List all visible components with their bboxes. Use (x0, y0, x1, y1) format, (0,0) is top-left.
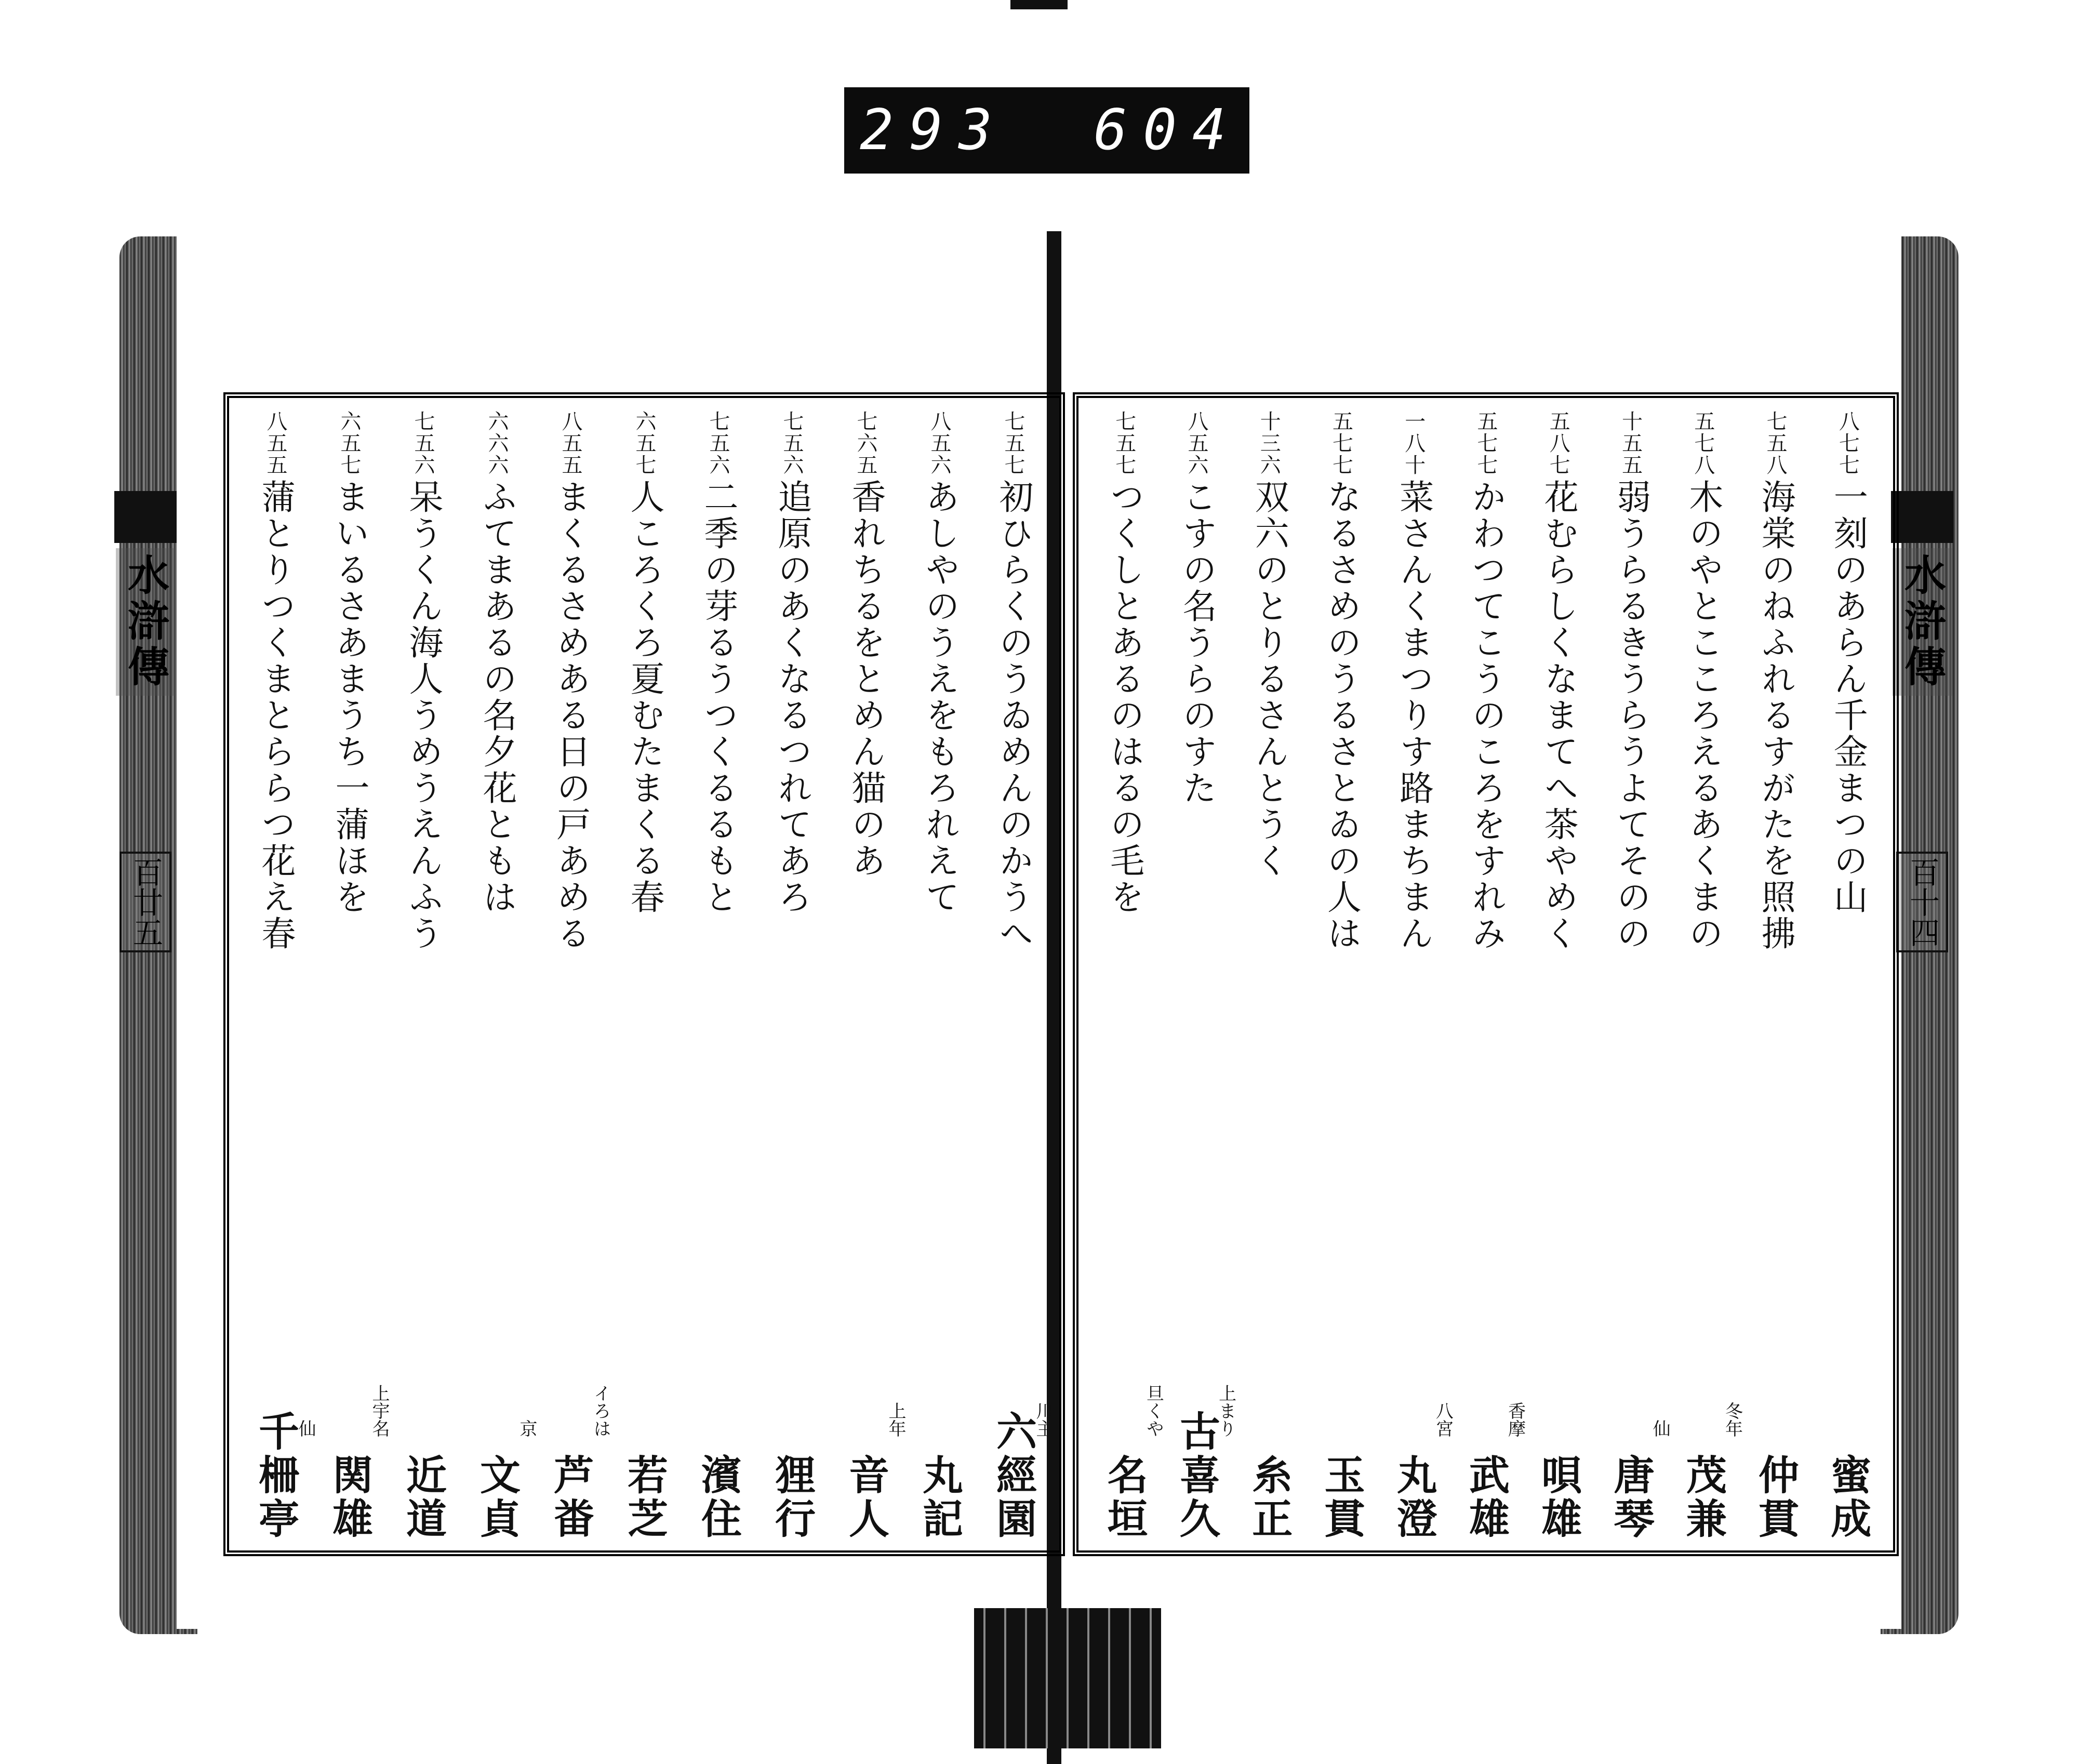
verse-number: 五七七 (1329, 410, 1353, 476)
poet-origin-note: 上年 (885, 1402, 906, 1437)
poet-name: 名垣 (1100, 1454, 1148, 1541)
verse-column (1667, 410, 1743, 1541)
poet-origin-note: 仙 (295, 1420, 316, 1437)
verse-column (1305, 410, 1377, 1541)
left-text-frame (223, 392, 1065, 1556)
poet-name: 玉貫 (1317, 1454, 1365, 1541)
verse-number: 十三六 (1257, 410, 1281, 476)
poet-origin-note: 京 (516, 1420, 537, 1437)
verse-text: 人ころくろ夏むたまくる春 (624, 479, 664, 916)
verse-column (755, 410, 829, 1541)
verse-number: 七五七 (1001, 410, 1025, 476)
verse-number: 七五六 (706, 410, 730, 476)
poet-name: 唄雄 (1535, 1454, 1582, 1541)
open-book (119, 236, 1959, 1629)
verse-text: つくしとあるのはるの毛を (1104, 479, 1144, 916)
verse-text: 花むらしくなまてへ茶やめく (1538, 479, 1579, 952)
verse-column (1377, 410, 1454, 1541)
verse-number: 八七七 (1835, 410, 1860, 476)
verse-column (1160, 410, 1236, 1541)
poet-origin-note: 冬年 (1722, 1402, 1743, 1437)
poet-name: 糸正 (1245, 1454, 1293, 1541)
verse-column (386, 410, 460, 1541)
top-edge-mark (1010, 0, 1068, 9)
running-title: 水滸傳 (116, 548, 176, 696)
verse-column (1233, 410, 1305, 1541)
fish-tail-mark (1891, 491, 1953, 543)
verse-column (902, 410, 976, 1541)
poet-name: 丸記 (916, 1454, 963, 1541)
poet-name: 若芝 (621, 1454, 668, 1541)
verse-number: 八五六 (1184, 410, 1208, 476)
verse-number: 八五五 (263, 410, 287, 476)
verse-number: 一八十 (1401, 410, 1426, 476)
verse-text: かわつてこうのころをすれみ (1466, 479, 1507, 952)
verse-text: あしやのうえをもろれえて (920, 479, 960, 916)
poet-name: 茂兼 (1679, 1454, 1727, 1541)
poet-name: 音人 (842, 1454, 889, 1541)
poet-name: 丸澄 (1390, 1454, 1437, 1541)
verse-number: 八五五 (558, 410, 582, 476)
poet-name: 濱住 (695, 1454, 742, 1541)
catalog-label (844, 87, 1291, 174)
verse-text: 初ひらくのうゐめんのかうへ (993, 479, 1033, 952)
folio-number: 百十四 (1896, 852, 1948, 952)
verse-number: 七五七 (1112, 410, 1136, 476)
verse-number: 七五八 (1763, 410, 1788, 476)
poet-name: 古喜久 (1173, 1410, 1220, 1541)
verse-column (976, 410, 1054, 1541)
verse-text: 追原のあくなるつれてあろ (772, 479, 812, 916)
verse-column (312, 410, 390, 1541)
poet-name: 文貞 (473, 1454, 521, 1541)
verse-text: まくるさめある日の戸あめる (551, 479, 591, 952)
right-text-frame (1073, 392, 1899, 1556)
verse-number: 七五六 (411, 410, 435, 476)
poet-name: 仲貫 (1752, 1454, 1800, 1541)
verse-text: 双六のとりるさんとうく (1249, 479, 1289, 879)
verse-column (607, 410, 681, 1541)
verse-number: 七六五 (854, 410, 877, 476)
verse-column (1811, 410, 1884, 1541)
verse-number: 十五五 (1618, 410, 1643, 476)
poet-origin-note: 川主 (1033, 1402, 1054, 1437)
verse-column (1088, 410, 1164, 1541)
poet-origin-note: 上宇名 (369, 1384, 390, 1437)
left-verse-columns (238, 410, 1054, 1541)
verse-text: 一刻のあらん千金まつの山 (1828, 479, 1868, 916)
poet-name: 近道 (399, 1454, 447, 1541)
poet-origin-note: 上まり (1215, 1384, 1236, 1437)
poet-origin-note: 仙 (1649, 1420, 1671, 1437)
poet-name: 狸行 (768, 1454, 816, 1541)
verse-text: 菜さんくまつりす路まちまん (1393, 479, 1434, 952)
verse-column (829, 410, 906, 1541)
verse-number: 六六六 (485, 410, 509, 476)
verse-number: 七五六 (780, 410, 804, 476)
poet-origin-note: 八宮 (1432, 1402, 1454, 1437)
verse-number: 五七八 (1690, 410, 1715, 476)
verse-column (238, 410, 316, 1541)
verse-column (1449, 410, 1526, 1541)
verse-text: 木のやとこころえるあくまの (1683, 479, 1723, 952)
verse-text: なるさめのうるさとゐの人は (1321, 479, 1362, 952)
verse-number: 五八七 (1546, 410, 1570, 476)
verse-column (681, 410, 755, 1541)
poet-origin-note: 旦くや (1143, 1384, 1164, 1437)
poet-name: 唐琴 (1607, 1454, 1655, 1541)
label-number-right: 604. (1094, 98, 1291, 163)
verse-column (534, 410, 611, 1541)
verse-text: まいるさあまうち一蒲ほを (329, 479, 369, 916)
poet-name: 六經園 (990, 1410, 1037, 1541)
verse-text: 呆うくん海人うめうえんふう (403, 479, 443, 952)
right-running-head (1894, 491, 1951, 952)
fish-tail-mark (114, 491, 177, 543)
poet-name: 芦畨 (547, 1454, 594, 1541)
left-running-head (117, 491, 174, 952)
poet-name: 関雄 (326, 1454, 373, 1541)
poet-name: 武雄 (1462, 1454, 1510, 1541)
spine-binding (974, 1608, 1161, 1748)
folio-number: 百廿五 (119, 852, 171, 952)
verse-column (1739, 410, 1811, 1541)
verse-text: 蒲とりつくまとららつ花え春 (256, 479, 296, 952)
verse-text: こすの名うらのすた (1176, 479, 1217, 806)
running-title: 水滸傳 (1893, 548, 1952, 696)
verse-number: 六五七 (632, 410, 656, 476)
verse-text: 海棠のねふれるすがたを照拂 (1755, 479, 1796, 952)
poet-name: 千柵亭 (252, 1410, 299, 1541)
verse-column (460, 410, 537, 1541)
verse-number: 八五六 (927, 410, 951, 476)
label-number-left: 293 (860, 98, 1008, 163)
verse-text: 弱うらるきうらうよてそのの (1610, 479, 1651, 952)
verse-column (1594, 410, 1671, 1541)
poet-name: 蜜成 (1824, 1454, 1872, 1541)
verse-text: 香れちるをとめん猫のあ (846, 479, 886, 879)
poet-origin-note: 香摩 (1504, 1402, 1526, 1437)
verse-text: ふてまあるの名夕花ともは (477, 479, 517, 916)
verse-text: 二季の芽るうつくるるもと (698, 479, 738, 916)
right-verse-columns (1088, 410, 1884, 1541)
poet-origin-note: イろは (590, 1384, 611, 1437)
verse-column (1522, 410, 1594, 1541)
verse-number: 五七七 (1474, 410, 1498, 476)
verse-number: 六五七 (337, 410, 361, 476)
